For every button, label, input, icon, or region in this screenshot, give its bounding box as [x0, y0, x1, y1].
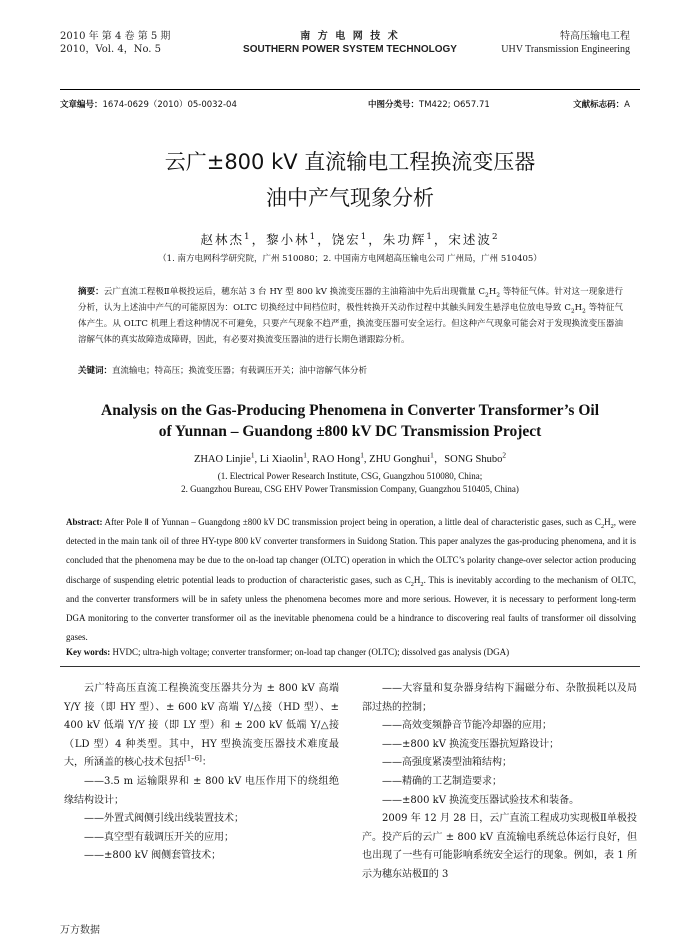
body-column-right: [362, 680, 637, 885]
abstract-rule: [60, 666, 640, 667]
article-number: 文章编号：1674-0629（2010）05-0032-04: [60, 100, 237, 110]
section-name-cn: 特高压输电工程: [560, 31, 630, 42]
abstract-en: Abstract: After Pole Ⅱ of Yunnan – Guangdong ±800 kV DC transmission project being in operation, a little deal of characteristic gases, such as $C_2H_2$, were detected in the main tank oil of three HY-type 800 kV converter transformers in Suidong Station. This paper analyzes the gas-producing phenomena, and it is concluded that the phenomena may be due to the on-load tap changer (OLTC) operation in which the OLTC’s polarity change-over selector action producing discharge of suspending eletric potential leads to production of characteristic gases, such as $C_2H_2$. This is inevitably according to the mechanism of OLTC, and the converter transformers will be in safety unless the phenomena becomes more and more serious. However, it is necessary to performent long-term DGA monitoring to the converter transformer oil as the inevitable phenomena could be a hindrance to discovering real faults of transformer oil dissolving gases.: [66, 517, 637, 643]
title-en-line2: of Yunnan – Guandong ±800 kV DC Transmission Project: [158, 423, 542, 440]
issue-cn: 2010 年 第 4 卷 第 5 期: [60, 31, 171, 42]
paragraph: 云广特高压直流工程换流变压器共分为 ± 800 kV 高端 Y/Y 接（即 HY 型）、± 600 kV 高端 Y/△接（HD 型）、± 400 kV 低端 Y/Y 接（即 LY 型）和 ± 200 kV 低端 Y/△接（LD 型）4 种类型。其中，HY 型换流变压器技术难度最大，所涵盖的核心技术包括[1–6]：: [64, 683, 339, 769]
watermark: 万方数据: [60, 925, 100, 936]
list-item: ——±800 kV 换流变压器试验技术和装备。: [382, 794, 580, 806]
title-cn-line1: 云广±800 kV 直流输电工程换流变压器: [164, 150, 536, 174]
journal-issue-info: [60, 30, 230, 56]
title-en-line1: Analysis on the Gas-Producing Phenomena in Converter Transformer’s Oil: [101, 402, 599, 419]
title-cn-line2: 油中产气现象分析: [266, 186, 434, 210]
list-item: ——精确的工艺制造要求；: [382, 775, 502, 787]
title-en: [60, 400, 640, 442]
list-item: ——±800 kV 阀侧套管技术；: [84, 850, 222, 862]
abstract-cn: 摘要：云广直流工程极Ⅱ单极投运后，穗东站 3 台 HY 型 800 kV 换流变压器的主油箱油中先后出现微量 $C_2H_2$ 等特征气体。针对这一现象进行分析，认为上述油中产气的可能原因为：OLTC 切换经过中间档位时，极性转换开关动作过程中其触头间发生悬浮电位放电导致 $C_2H_2$ 等特征气体产生。从 OLTC 机理上看这种情况不可避免，只要产气现象不趋严重，换流变压器可安全运行。但这种产气现象可能会对于发现换流变压器油溶解气体的真实故障造成障碍，因此，有必要对换流变压器油的进行长期色谱跟踪分析。: [78, 287, 623, 345]
authors-en: ZHAO Linjie$^1$, Li Xiaolin$^1$, RAO Hong$^1$, ZHU Gonghui$^1$，SONG Shubo$^2$: [193, 450, 507, 465]
body-column-left: [64, 680, 339, 866]
list-item: ——大容量和复杂器身结构下漏磁分布、杂散损耗以及局部过热的控制；: [362, 683, 637, 713]
keywords-cn: 关键词：直流输电；特高压；换流变压器；有载调压开关；油中溶解气体分析: [78, 366, 368, 376]
clc-number: 中图分类号：TM422; O657.71: [368, 100, 490, 110]
affiliations-cn: （1. 南方电网科学研究院，广州 510080；2. 中国南方电网超高压输电公司 广州局，广州 510405）: [158, 254, 542, 264]
authors-cn: 赵林杰$^1$，黎小林$^1$，饶宏$^1$，朱功辉$^1$，宋述波$^2$: [200, 231, 500, 247]
journal-name-cn: 南 方 电 网 技 术: [300, 31, 400, 42]
section-name: [430, 30, 630, 56]
issue-en: 2010，Vol. 4，No. 5: [60, 44, 162, 55]
journal-name-en: SOUTHERN POWER SYSTEM TECHNOLOGY: [243, 44, 457, 55]
list-item: ——3.5 m 运输限界和 ± 800 kV 电压作用下的绕组绝缘结构设计；: [64, 775, 339, 806]
list-item: ——真空型有载调压开关的应用；: [84, 831, 234, 843]
list-item: ——外置式阀侧引线出线装置技术；: [84, 813, 244, 825]
paragraph: 2009 年 12 月 28 日，云广直流工程成功实现极Ⅱ单极投产。投产后的云广 ± 800 kV 直流输电系统总体运行良好，但也出现了一些有可能影响系统安全运行的现象。例如，表 1 所示为穗东站极Ⅱ的 3: [362, 813, 637, 880]
list-item: ——高强度紧凑型油箱结构；: [382, 757, 512, 769]
section-name-en: UHV Transmission Engineering: [501, 44, 630, 55]
affiliations-en: (1. Electrical Power Research Institute, CSG, Guangzhou 510080, China; 2. Guangzhou Bureau, CSG EHV Power Transmission Company, Guangzhou 510405, China): [181, 471, 519, 494]
list-item: ——高效变频静音节能冷却器的应用；: [382, 720, 552, 732]
keywords-en: Key words: HVDC; ultra-high voltage; converter transformer; on-load tap changer (OLTC); dissolved gas analysis (DGA): [66, 647, 510, 657]
header-rule: [60, 89, 640, 90]
document-code: 文献标志码：A: [573, 100, 630, 110]
list-item: ——±800 kV 换流变压器抗短路设计；: [382, 738, 560, 750]
